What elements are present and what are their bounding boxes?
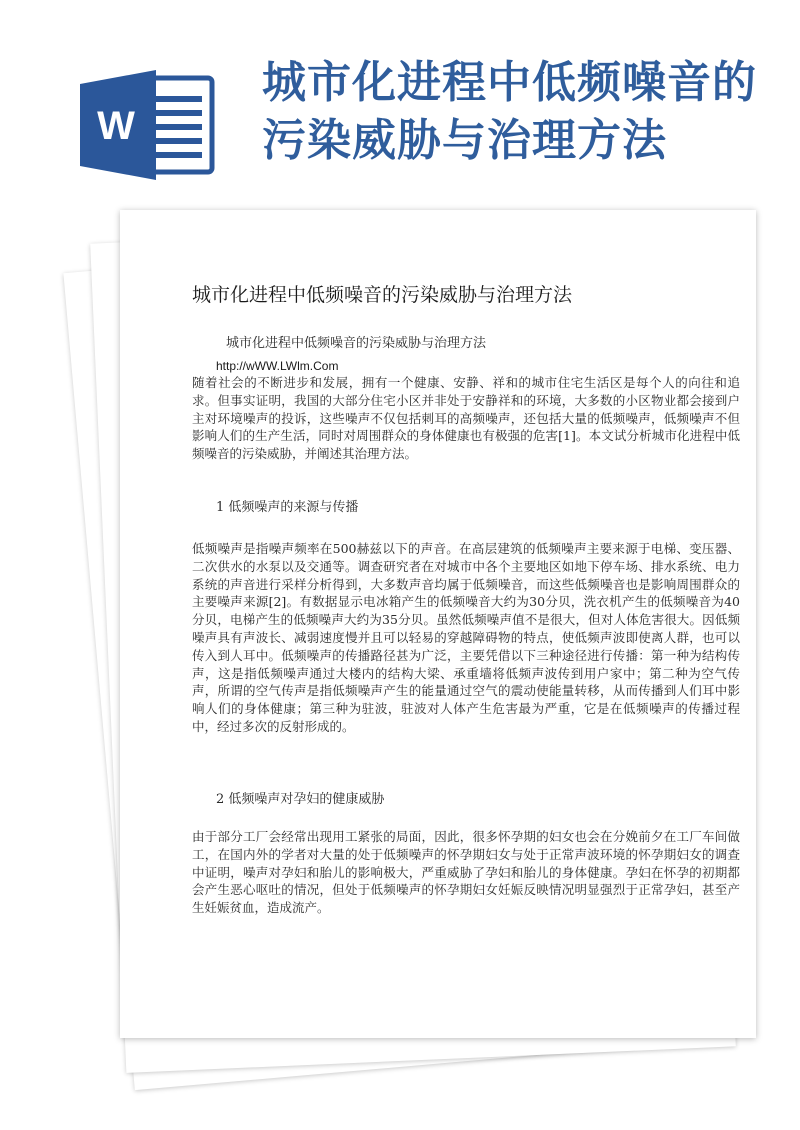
source-url: http://wWW.LWlm.Com bbox=[216, 359, 339, 373]
paragraph: 随着社会的不断进步和发展，拥有一个健康、安静、祥和的城市住宅生活区是每个人的向往和追求。但事实证明，我国的大部分住宅小区并非处于安静祥和的环境，大多数的小区物业都会接到户主对环境噪声的投诉，这些噪声不仅包括刺耳的高频噪声，还包括大量的低频噪声，低频噪声不但影响人们的生产生活，同时对周围群众的身体健康也有极强的危害[1]。本文试分析城市化进程中低频噪音的污染威胁，并阐述其治理方法。 bbox=[192, 375, 740, 462]
section-heading: 2 低频噪声对孕妇的健康威胁 bbox=[216, 792, 385, 807]
svg-text:W: W bbox=[97, 104, 135, 148]
document-title: 城市化进程中低频噪音的污染威胁与治理方法 bbox=[192, 284, 573, 306]
paragraph: 由于部分工厂会经常出现用工紧张的局面，因此，很多怀孕期的妇女也会在分娩前夕在工厂车间做工，在国内外的学者对大量的处于低频噪声的怀孕期妇女与处于正常声波环境的怀孕期妇女的调查中证明，噪声对孕妇和胎儿的影响极大，严重威胁了孕妇和胎儿的身体健康。孕妇在怀孕的初期都会产生恶心呕吐的情况，但处于低频噪声的怀孕期妇女妊娠反映情况明显强烈于正常孕妇，甚至产生妊娠贫血，造成流产。 bbox=[192, 829, 740, 916]
word-document-icon bbox=[80, 70, 220, 180]
section-heading: 1 低频噪声的来源与传播 bbox=[216, 500, 359, 515]
banner-title: 城市化进程中低频噪音的污染威胁与治理方法 bbox=[262, 57, 757, 166]
document-subtitle: 城市化进程中低频噪音的污染威胁与治理方法 bbox=[226, 336, 487, 351]
paragraph: 低频噪声是指噪声频率在500赫兹以下的声音。在高层建筑的低频噪声主要来源于电梯、变压器、二次供水的水泵以及交通等。调查研究者在对城市中各个主要地区如地下停车场、排水系统、电力系统的声音进行采样分析得到，大多数声音均属于低频噪音，而这些低频噪音也是影响周围群众的主要噪声来源[2]。有数据显示电冰箱产生的低频噪音大约为30分贝，洗衣机产生的低频噪音为40分贝，电梯产生的低频噪声大约为35分贝。虽然低频噪声值不是很大，但对人体危害很大。因低频噪声具有声波长、减弱速度慢并且可以轻易的穿越障碍物的特点，使低频声波即使离人群，也可以传入到人耳中。低频噪声的传播路径甚为广泛，主要凭借以下三种途径进行传播：第一种为结构传声，这是指低频噪声通过大楼内的结构大梁、承重墙将低频声波传到用户家中；第二种为空气传声，所谓的空气传声是指低频噪声产生的能量通过空气的震动使能量转移，从而传播到人们耳中影响人们的身体健康；第三种为驻波，驻波对人体产生危害最为严重，它是在低频噪声的传播过程中，经过多次的反射形成的。 bbox=[192, 541, 740, 734]
document-page bbox=[120, 210, 756, 1038]
